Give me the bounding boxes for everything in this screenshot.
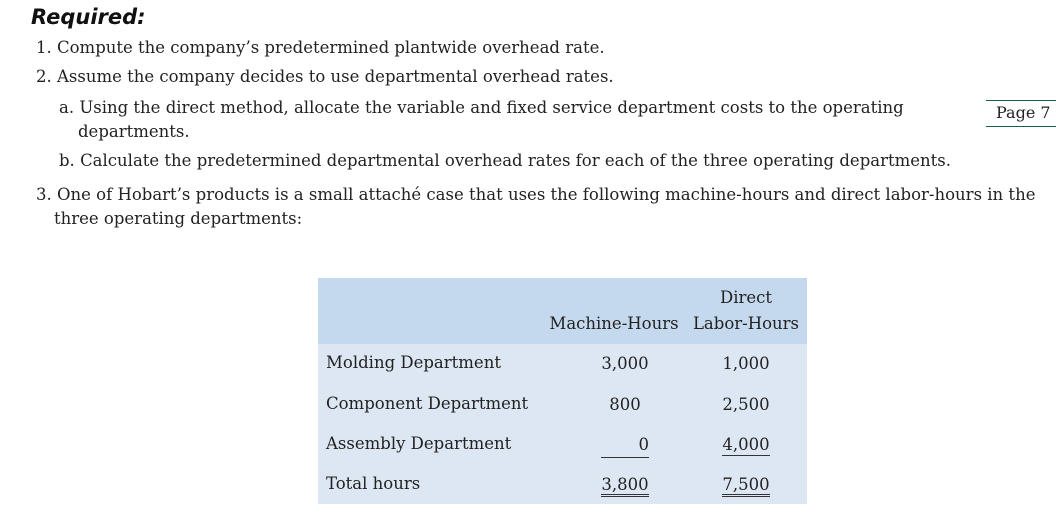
molding-machine-hours: 3,000: [601, 354, 649, 373]
component-labor-hours: 2,500: [722, 395, 770, 414]
item-2a-text-line2: departments.: [78, 122, 190, 141]
header-machine-hours: Machine-Hours: [549, 314, 679, 333]
total-labor-hours: 7,500: [722, 475, 769, 497]
table-cell-labor-hours: [686, 394, 806, 416]
item-2-text: Assume the company decides to use departmental overhead rates.: [57, 67, 614, 86]
table-row-label: Molding Department: [326, 353, 501, 372]
table-row-label: Component Department: [326, 394, 529, 413]
total-machine-hours: 3,800: [601, 475, 648, 497]
table-cell-labor-hours: [686, 353, 806, 375]
page-tag: Page 7: [986, 100, 1056, 127]
table-cell-labor-hours: [686, 434, 806, 456]
table-row-label: Total hours: [326, 474, 421, 493]
item-2a: [59, 96, 904, 120]
item-2-number: 2.: [36, 67, 52, 86]
item-3-text-line1: One of Hobart’s products is a small attaché case that uses the following machine-hours and direct labor-hours in the: [57, 185, 1036, 204]
table-cell-machine-hours: [565, 434, 685, 458]
molding-labor-hours: 1,000: [722, 354, 770, 373]
item-3-number: 3.: [36, 185, 52, 204]
item-3-cont: [54, 207, 302, 231]
table-cell-machine-hours: [565, 353, 685, 375]
item-2b-letter: b.: [59, 151, 75, 170]
item-1: [36, 36, 605, 60]
item-3-text-line2: three operating departments:: [54, 209, 303, 228]
header-direct-labor-line1: Direct: [719, 288, 773, 307]
hours-table: [318, 278, 807, 504]
required-heading: Required:: [31, 5, 146, 29]
item-3: [36, 183, 1035, 207]
assembly-machine-hours: 0: [601, 434, 649, 458]
item-2: [36, 65, 614, 89]
item-1-number: 1.: [36, 38, 52, 57]
table-cell-machine-hours: [565, 474, 685, 496]
item-2a-text-line1: Using the direct method, allocate the variable and fixed service department costs to the operating: [79, 98, 904, 117]
item-2a-letter: a.: [59, 98, 75, 117]
item-2a-cont: [78, 120, 190, 144]
header-labor-hours: Labor-Hours: [692, 314, 800, 333]
item-1-text: Compute the company’s predetermined plantwide overhead rate.: [57, 38, 605, 57]
component-machine-hours: 800: [609, 395, 641, 414]
item-2b-text: Calculate the predetermined departmental overhead rates for each of the three operating departments.: [80, 151, 951, 170]
table-row-label: Assembly Department: [326, 434, 512, 453]
table-cell-machine-hours: [565, 394, 685, 416]
assembly-labor-hours: 4,000: [722, 435, 770, 454]
table-cell-labor-hours: [686, 474, 806, 496]
item-2b: [59, 149, 951, 173]
